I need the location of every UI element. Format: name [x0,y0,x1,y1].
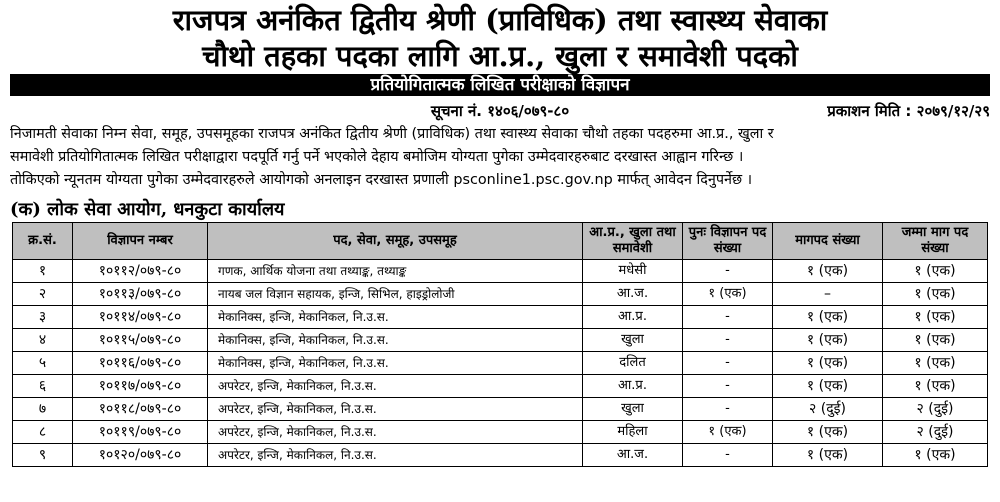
cell-sn: ८ [13,421,73,444]
cell-category: खुला [583,398,683,421]
notice-title-line1: राजपत्र अनंकित द्वितीय श्रेणी (प्राविधिक) तथा स्वास्थ्य सेवाका [172,3,828,37]
cell-sn: ४ [13,329,73,352]
cell-sn: ७ [13,398,73,421]
cell-total: १ (एक) [883,260,988,283]
table-row [13,306,988,329]
table-row [13,260,988,283]
notice-paragraph [10,123,990,192]
cell-ad-no: १०११५/०७९-८० [73,329,208,352]
cell-total: १ (एक) [883,306,988,329]
header-category: आ.प्र., खुला तथा समावेशी [583,223,683,260]
table-row [13,352,988,375]
cell-readvertised: - [683,329,773,352]
cell-readvertised: - [683,398,773,421]
cell-post: अपरेटर, इन्जि, मेकानिकल, नि.उ.स. [208,444,583,467]
cell-post: नायब जल विज्ञान सहायक, इन्जि, सिभिल, हाइड्रोलोजी [208,283,583,306]
cell-demand: १ (एक) [773,375,883,398]
cell-demand: १ (एक) [773,306,883,329]
cell-category: आ.ज. [583,444,683,467]
cell-category: महिला [583,421,683,444]
table-row [13,329,988,352]
paragraph-line-3: तोकिएको न्यूनतम योग्यता पुगेका उम्मेदवारहरुले आयोगको अनलाइन दरखास्त प्रणाली psconline1.psc.gov.np मार्फत् आवेदन दिनुपर्नेछ । [10,172,753,188]
cell-ad-no: १०११७/०७९-८० [73,375,208,398]
cell-readvertised: - [683,306,773,329]
notice-number: सूचना नं. १४०६/०७९-८० [430,102,570,120]
paragraph-line-2: समावेशी प्रतियोगितात्मक लिखित परीक्षाद्वारा पदपूर्ति गर्नु पर्ने भएकोले देहाय बमोजिम योग्यता पुगेका उम्मेदवारहरुबाट दरखास्त आह्वान गरिन्छ । [10,149,744,165]
cell-category: आ.प्र. [583,375,683,398]
header-sn: क्र.सं. [13,223,73,260]
cell-total: १ (एक) [883,283,988,306]
section-title: (क) लोक सेवा आयोग, धनकुटा कार्यालय [10,199,285,220]
cell-demand: २ (दुई) [773,398,883,421]
cell-category: खुला [583,329,683,352]
header-readvertised: पुनः विज्ञापन पद संख्या [683,223,773,260]
header-demand: मागपद संख्या [773,223,883,260]
cell-post: अपरेटर, इन्जि, मेकानिकल, नि.उ.स. [208,375,583,398]
cell-ad-no: १०११३/०७९-८० [73,283,208,306]
cell-post: अपरेटर, इन्जि, मेकानिकल, नि.उ.स. [208,398,583,421]
table-row [13,398,988,421]
header-ad-no: विज्ञापन नम्बर [73,223,208,260]
cell-sn: ५ [13,352,73,375]
cell-post: मेकानिक्स, इन्जि, मेकानिकल, नि.उ.स. [208,306,583,329]
paragraph-line-1: निजामती सेवाका निम्न सेवा, समूह, उपसमूहका राजपत्र अनंकित द्वितीय श्रेणी (प्राविधिक) तथा स्वास्थ्य सेवाका चौथो तहका पदहरुमा आ.प्र., खुला र [10,126,774,142]
cell-sn: ३ [13,306,73,329]
cell-post: मेकानिक्स, इन्जि, मेकानिकल, नि.उ.स. [208,329,583,352]
cell-readvertised: - [683,444,773,467]
table-row [13,421,988,444]
cell-sn: २ [13,283,73,306]
cell-ad-no: १०११६/०७९-८० [73,352,208,375]
cell-total: २ (दुई) [883,421,988,444]
cell-ad-no: १०११९/०७९-८० [73,421,208,444]
cell-ad-no: १०११८/०७९-८० [73,398,208,421]
cell-total: २ (दुई) [883,398,988,421]
cell-demand: १ (एक) [773,444,883,467]
cell-ad-no: १०१२०/०७९-८० [73,444,208,467]
cell-sn: ६ [13,375,73,398]
cell-demand: – [773,283,883,306]
table-row [13,444,988,467]
cell-post: मेकानिक्स, इन्जि, मेकानिकल, नि.उ.स. [208,352,583,375]
cell-category: मधेसी [583,260,683,283]
cell-total: १ (एक) [883,444,988,467]
cell-demand: १ (एक) [773,329,883,352]
cell-sn: ९ [13,444,73,467]
cell-readvertised: - [683,260,773,283]
table-row [13,283,988,306]
cell-sn: १ [13,260,73,283]
cell-category: आ.ज. [583,283,683,306]
notice-banner: प्रतियोगितात्मक लिखित परीक्षाको विज्ञापन [10,74,990,96]
table-header-row [13,223,988,260]
cell-readvertised: - [683,375,773,398]
header-total: जम्मा माग पद संख्या [883,223,988,260]
cell-total: १ (एक) [883,375,988,398]
cell-ad-no: १०११४/०७९-८० [73,306,208,329]
cell-ad-no: १०११२/०७९-८० [73,260,208,283]
cell-demand: १ (एक) [773,260,883,283]
cell-total: १ (एक) [883,329,988,352]
cell-readvertised: - [683,352,773,375]
cell-demand: १ (एक) [773,421,883,444]
cell-total: १ (एक) [883,352,988,375]
header-post: पद, सेवा, समूह, उपसमूह [208,223,583,260]
cell-demand: १ (एक) [773,352,883,375]
cell-readvertised: १ (एक) [683,283,773,306]
vacancy-table [12,222,988,467]
cell-category: आ.प्र. [583,306,683,329]
cell-category: दलित [583,352,683,375]
cell-post: गणक, आर्थिक योजना तथा तथ्याङ्क, तथ्याङ्क [208,260,583,283]
notice-title-line2: चौथो तहका पदका लागि आ.प्र., खुला र समावेशी पदको [202,39,798,73]
table-row [13,375,988,398]
cell-readvertised: १ (एक) [683,421,773,444]
cell-post: अपरेटर, इन्जि, मेकानिकल, नि.उ.स. [208,421,583,444]
publication-date: प्रकाशन मिति : २०७९/१२/२९ [827,102,990,120]
